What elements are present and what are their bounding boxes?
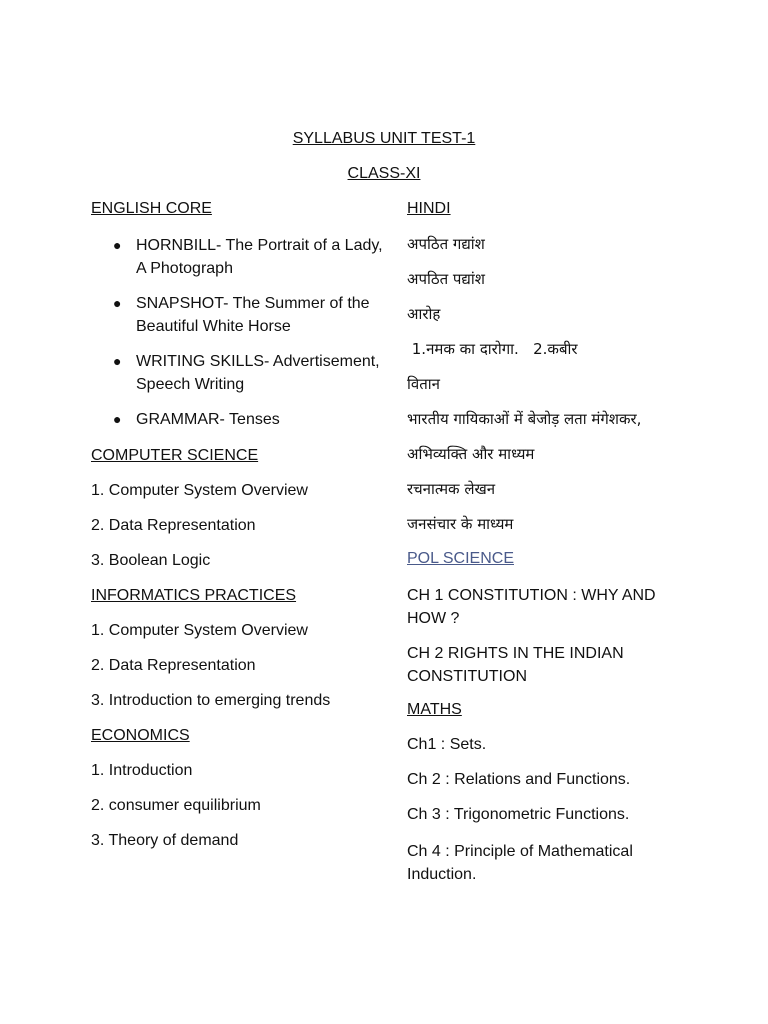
list-item-text: HORNBILL- The Portrait of a Lady, A Photograph	[136, 237, 383, 277]
list-item: आरोह	[407, 305, 441, 323]
list-item: अपठित पद्यांश	[407, 270, 485, 288]
list-item: जनसंचार के माध्यम	[407, 515, 514, 533]
bullet-icon: ●	[113, 237, 122, 253]
list-item	[91, 408, 391, 431]
hindi-heading: HINDI	[407, 200, 451, 217]
left-column	[91, 199, 391, 866]
list-item: 1. Computer System Overview	[91, 482, 308, 499]
list-item: 3. Introduction to emerging trends	[91, 692, 331, 709]
maths-heading: MATHS	[407, 701, 462, 718]
economics-heading: ECONOMICS	[91, 727, 190, 744]
bullet-icon: ●	[113, 353, 122, 369]
bullet-icon: ●	[113, 295, 122, 311]
list-item: Ch 2 : Relations and Functions.	[407, 771, 631, 788]
bullet-icon: ●	[113, 411, 122, 427]
list-item: रचनात्मक लेखन	[407, 480, 496, 498]
list-item: Ch 3 : Trigonometric Functions.	[407, 806, 630, 823]
list-item: वितान	[407, 375, 440, 393]
list-item: अपठित गद्यांश	[407, 235, 485, 253]
list-item-text: GRAMMAR- Tenses	[136, 411, 280, 428]
list-item	[91, 234, 391, 280]
list-item: 2. consumer equilibrium	[91, 797, 261, 814]
list-item-text: WRITING SKILLS- Advertisement, Speech Writing	[136, 353, 380, 393]
list-item: 3. Theory of demand	[91, 832, 239, 849]
list-item: 2. Data Representation	[91, 517, 256, 534]
pol-science-heading: POL SCIENCE	[407, 550, 514, 567]
list-item: CH 1 CONSTITUTION : WHY AND HOW ?	[407, 587, 656, 627]
list-item: 1. Computer System Overview	[91, 622, 308, 639]
list-item: Ch 4 : Principle of Mathematical Induction.	[407, 843, 633, 883]
list-item	[91, 350, 391, 396]
list-item: CH 2 RIGHTS IN THE INDIAN CONSTITUTION	[407, 645, 624, 685]
list-item: 1. Introduction	[91, 762, 193, 779]
computer-science-heading: COMPUTER SCIENCE	[91, 447, 259, 464]
list-item: भारतीय गायिकाओं में बेजोड़ लता मंगेशकर,	[407, 410, 642, 428]
list-item: Ch1 : Sets.	[407, 736, 487, 753]
english-core-heading: ENGLISH CORE	[91, 200, 212, 217]
list-item: 2. Data Representation	[91, 657, 256, 674]
list-item-text: SNAPSHOT- The Summer of the Beautiful White Horse	[136, 295, 370, 335]
english-core-list	[91, 234, 391, 431]
list-item: 1.नमक का दारोगा. 2.कबीर	[407, 340, 578, 358]
list-item	[91, 292, 391, 338]
list-item: अभिव्यक्ति और माध्यम	[407, 445, 535, 463]
page-title: SYLLABUS UNIT TEST-1	[292, 130, 476, 147]
informatics-practices-heading: INFORMATICS PRACTICES	[91, 587, 297, 604]
list-item: 3. Boolean Logic	[91, 552, 211, 569]
class-label: CLASS-XI	[347, 165, 421, 182]
right-column	[407, 199, 697, 898]
